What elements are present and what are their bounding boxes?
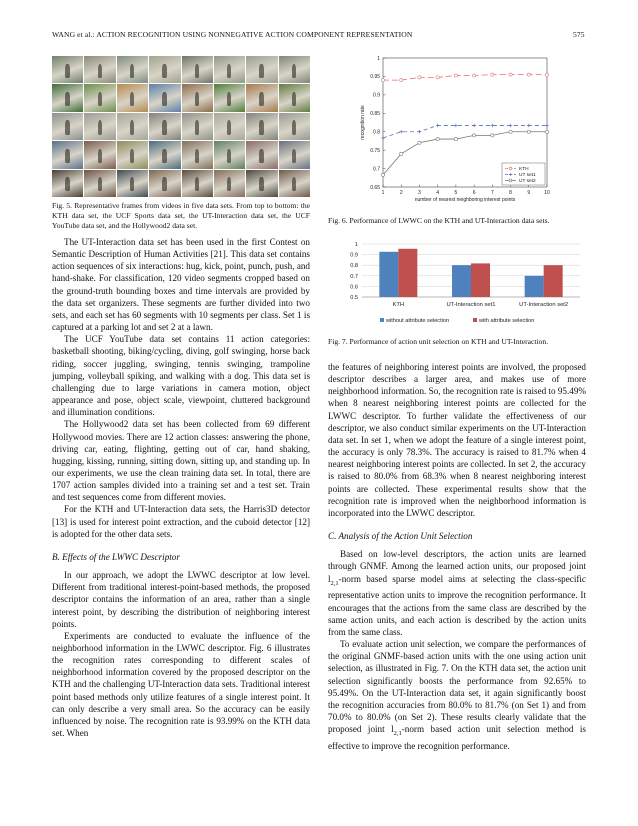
video-frame-tile: [84, 84, 115, 111]
video-frame-tile: [182, 141, 213, 168]
data-point: [527, 73, 530, 76]
paragraph-detectors: For the KTH and UT-Interaction data sets, the Harris3D detector [13] is used for interest point extraction, and the cuboid detector [12] is adopted for the other data sets.: [52, 504, 310, 539]
fig6-line-chart: [350, 50, 576, 220]
x-tick-label: 3: [418, 190, 421, 196]
data-point: [454, 124, 458, 128]
fig6-caption: Fig. 6. Performance of LWWC on the KTH and UT-Interaction data sets.: [328, 216, 550, 225]
video-frame-tile: [52, 113, 83, 140]
video-frame-tile: [52, 84, 83, 111]
video-frame-tile: [52, 141, 83, 168]
legend-label: UT set1: [519, 173, 536, 179]
y-tick-label: 0.85: [370, 111, 380, 118]
y-tick-label: 0.9: [373, 92, 380, 99]
video-frame-tile: [149, 141, 180, 168]
data-point: [418, 130, 422, 134]
video-frame-tile: [182, 56, 213, 83]
y-tick-label: 0.65: [370, 184, 380, 191]
video-frame-tile: [279, 141, 310, 168]
bar: [452, 265, 471, 297]
data-point: [381, 173, 384, 176]
data-point: [527, 130, 530, 133]
video-frame-tile: [149, 84, 180, 111]
video-frame-tile: [117, 56, 148, 83]
video-frame-tile: [149, 170, 180, 197]
data-point: [400, 79, 403, 82]
video-frame-tile: [84, 113, 115, 140]
y-tick-label: 0.8: [350, 263, 358, 270]
series-line-0: [383, 75, 547, 81]
video-frame-tile: [117, 141, 148, 168]
y-tick-label: 0.8: [373, 129, 380, 136]
video-frame-tile: [246, 170, 277, 197]
y-tick-label: 0.95: [370, 74, 380, 81]
paragraph-hollywood2: The Hollywood2 data set has been collected from 69 different Hollywood movies. There are 12 action classes: answering the phone, driving car, eating, flighting, getting out of car, hand shaking, hugging, kissing, running, sitting down, sitting up, and standing up. In our experiments, we use the clean training data set. In total, there are 1707 action samples divided into a training set and a test set. Train and test sequences come from different movies.: [52, 419, 310, 503]
bar: [379, 252, 398, 297]
data-point: [509, 130, 512, 133]
data-point: [509, 73, 512, 76]
video-frame-tile: [279, 170, 310, 197]
category-label: KTH: [392, 302, 405, 308]
data-point: [491, 134, 494, 137]
video-frame-tile: [246, 141, 277, 168]
section-heading-b: B. Effects of the LWWC Descriptor: [52, 551, 180, 562]
fig5-frame-mosaic: [52, 56, 310, 197]
paragraph-unit-selection-eval: To evaluate action unit selection, we compare the performances of the original GNMF-based action units with the one using action unit selection, as illustrated in Fig. 7. On the KTH data set, the action unit selection significantly boosts the performance from 92.65% to 95.49%. On the UT-Interaction data set, it again significantly boost the recognition accuracies from 80.0% to 81.7% (on Set 1) and from 70.0% to 80.0% (on Set 2). These results clearly validate that the proposed joint $l_{2,1}$-norm based action unit selection method is effective to improve the recognition performance.: [328, 639, 586, 752]
video-frame-tile: [214, 113, 245, 140]
paragraph-ut-interaction: The UT-Interaction data set has been used in the first Contest on Semantic Description of Human Activities [21]. This data set contains action sequences of six interactions: hug, kick, point, punch, push, and hand-shake. For classification, 120 video segments cropped based on the ground-truth bounding boxes and time intervals are provided by the data set organizers. These segments are further divided into two sets, and each set has 60 segments with 10 segments per class. Set 1 is captured at a parking lot and set 2 at a lawn.: [52, 237, 310, 333]
bar: [471, 263, 490, 297]
data-point: [454, 74, 457, 77]
data-point: [509, 124, 513, 128]
video-frame-tile: [182, 113, 213, 140]
data-point: [545, 124, 549, 128]
bar: [398, 249, 417, 297]
data-point: [436, 137, 439, 140]
video-frame-tile: [214, 141, 245, 168]
data-point: [400, 152, 403, 155]
legend-label: without attribute selection: [386, 318, 450, 324]
data-point: [491, 73, 494, 76]
video-frame-tile: [214, 84, 245, 111]
data-point: [545, 73, 548, 76]
bar: [525, 276, 544, 297]
y-tick-label: 0.6: [350, 284, 358, 291]
running-title: WANG et al.: ACTION RECOGNITION USING NONNEGATIVE ACTION COMPONENT REPRESENTATION: [52, 30, 413, 39]
video-frame-tile: [52, 56, 83, 83]
paragraph-ucf-youtube: The UCF YouTube data set contains 11 action categories: basketball shooting, biking/cycling, diving, golf swinging, horse back riding, soccer juggling, swinging, tennis swinging, trampoline jumping, volleyball spiking, and walking with a dog. This data set is challenging due to large variations in camera motion, object appearance and pose, object scale, viewpoint, cluttered background and illumination conditions.: [52, 334, 310, 418]
data-point: [418, 76, 421, 79]
x-tick-label: 4: [436, 190, 440, 196]
video-frame-tile: [246, 84, 277, 111]
legend-swatch: [473, 318, 477, 322]
video-frame-tile: [279, 113, 310, 140]
fig7-bar-chart: [340, 236, 590, 332]
right-column: [328, 361, 586, 752]
video-frame-tile: [117, 113, 148, 140]
x-tick-label: 8: [509, 190, 512, 196]
video-frame-tile: [84, 170, 115, 197]
y-tick-label: 1: [354, 242, 358, 248]
data-point: [454, 137, 457, 140]
data-point: [545, 130, 548, 133]
paragraph-lwwc-results: the features of neighboring interest points are involved, the proposed descriptor describes a larger area, and makes use of more neighborhood information. So, the recognition rate is raised to 95.49% when 8 nearest neighboring interest points are collected for the LWWC descriptor. To further validate the effectiveness of our descriptor, we also conduct similar experiments on the UT-Interaction data set. In set 1, when we adopt the feature of a single interest point, the accuracy is only 78.3%. The accuracy is raised to 81.7% when 4 nearest neighboring interest points are collected. In set 2, the accuracy is raised to 80.0% from 68.3% when 8 nearest neighboring interest points are collected. These experimental results show that the recognition rate is improved when the neighborhood information is incorporated into the LWWC descriptor.: [328, 362, 586, 518]
paragraph-lwwc-intro: In our approach, we adopt the LWWC descriptor at low level. Different from traditional interest-point-based methods, the proposed descriptor contains the information of an area, rather than a single interest point, by describing the distribution of neighboring interest points.: [52, 570, 310, 629]
x-tick-label: 6: [472, 190, 476, 196]
video-frame-tile: [149, 56, 180, 83]
y-axis-label: recognition rate: [360, 105, 366, 140]
fig5-caption: Fig. 5. Representative frames from videos in five data sets. From top to bottom: the KTH data set, the UCF Sports data set, the UT-Interaction data set, the UCF YouTube data set, and the Hollywood2 data set.: [52, 201, 310, 230]
data-point: [418, 141, 421, 144]
x-tick-label: 1: [381, 190, 385, 196]
y-tick-label: 0.75: [370, 147, 380, 154]
paragraph-gnmf: Based on low-level descriptors, the action units are learned through GNMF. Among the learned action units, our proposed joint $l_{2,1}$-norm based sparse model aims at selecting the class-specific representative action units to improve the recognition performance. It encourages that the actions from the same class are described by the same action units, and each action is described by the action units from the same class.: [328, 549, 586, 637]
data-point: [436, 124, 440, 128]
y-tick-label: 0.9: [350, 252, 358, 259]
video-frame-tile: [182, 84, 213, 111]
video-frame-tile: [117, 84, 148, 111]
video-frame-tile: [149, 113, 180, 140]
page-number: 575: [573, 30, 585, 39]
video-frame-tile: [214, 170, 245, 197]
x-tick-label: 10: [544, 190, 550, 196]
data-point: [436, 76, 439, 79]
data-point: [473, 134, 476, 137]
video-frame-tile: [214, 56, 245, 83]
video-frame-tile: [246, 56, 277, 83]
video-frame-tile: [246, 113, 277, 140]
x-tick-label: 9: [527, 190, 531, 196]
video-frame-tile: [182, 170, 213, 197]
data-point: [527, 124, 531, 128]
legend-label: with attribute selection: [479, 318, 535, 324]
data-point: [472, 124, 476, 128]
left-column: [52, 236, 310, 739]
data-point: [381, 136, 385, 140]
video-frame-tile: [52, 170, 83, 197]
y-tick-label: 0.7: [373, 166, 380, 173]
video-frame-tile: [84, 56, 115, 83]
legend-swatch: [380, 318, 384, 322]
x-tick-label: 7: [490, 190, 494, 196]
paragraph-lwwc-experiments: Experiments are conducted to evaluate the influence of the neighborhood information in the LWWC descriptor. Fig. 6 illustrates the recognition rates corresponding to different scales of neighborhood information covered by the proposed descriptor on the KTH and the challenging UT-Interaction data sets. Traditional interest point based methods only utilize features of a single interest point. It can only describe a very small area. So the accuracy can be easily influenced by noise. The recognition rate is 93.99% on the KTH data set. When: [52, 630, 310, 739]
y-tick-label: 0.7: [350, 273, 358, 280]
x-tick-label: 2: [399, 190, 403, 196]
data-point: [399, 130, 403, 134]
category-label: UT-Interaction set2: [519, 302, 569, 308]
y-tick-label: 0.5: [350, 295, 358, 301]
x-tick-label: 5: [454, 190, 458, 196]
y-tick-label: 1: [377, 55, 380, 62]
video-frame-tile: [84, 141, 115, 168]
legend-label: KTH: [519, 167, 529, 173]
category-label: UT-Interaction set1: [446, 302, 496, 308]
video-frame-tile: [117, 170, 148, 197]
x-axis-label: number of nearest neighboring interest points: [414, 197, 516, 203]
bar: [544, 265, 563, 297]
section-heading-c: C. Analysis of the Action Unit Selection: [328, 531, 473, 542]
video-frame-tile: [279, 56, 310, 83]
legend-label: UT set2: [519, 179, 536, 185]
video-frame-tile: [279, 84, 310, 111]
data-point: [473, 74, 476, 77]
data-point: [381, 79, 384, 82]
fig7-caption: Fig. 7. Performance of action unit selection on KTH and UT-Interaction.: [328, 337, 549, 346]
data-point: [491, 124, 495, 128]
